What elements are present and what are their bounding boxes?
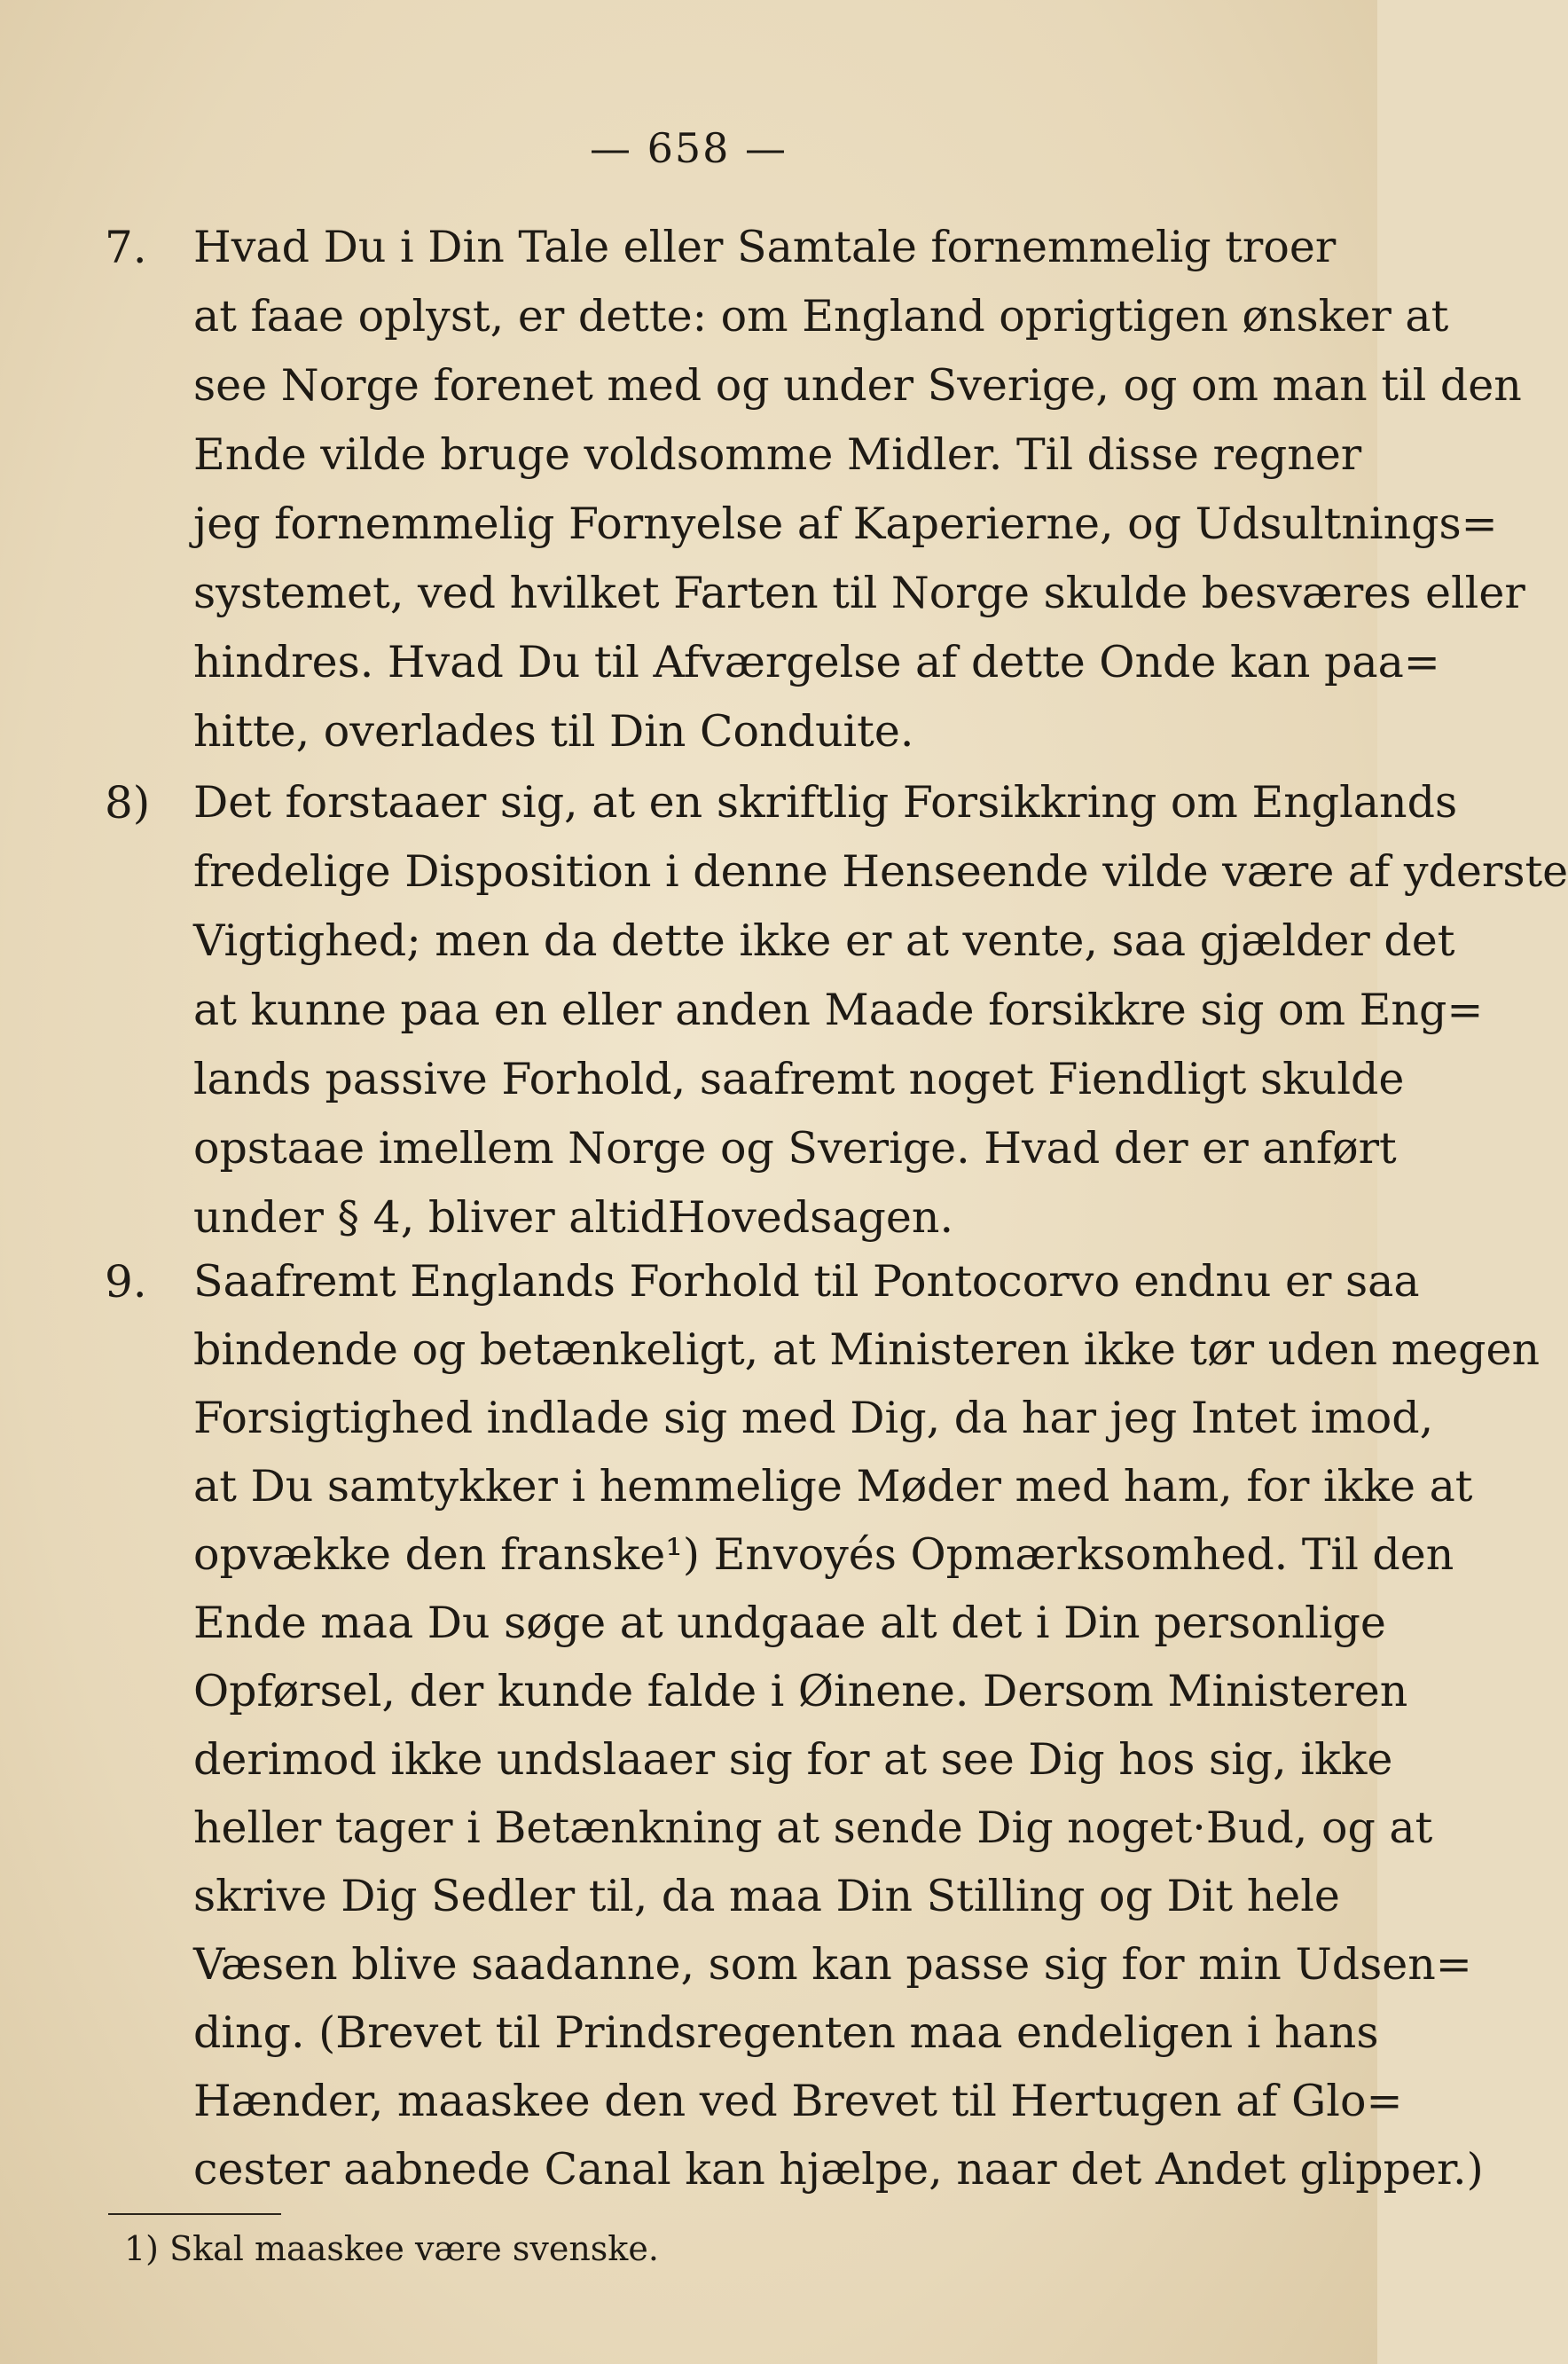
text-line: Hænder, maaskee den ved Brevet til Hertugen af Glo= — [193, 2076, 1403, 2126]
text-line: Væsen blive saadanne, som kan passe sig for min Udsen= — [193, 1939, 1472, 1990]
text-line: skrive Dig Sedler til, da maa Din Stilling og Dit hele — [193, 1871, 1340, 1921]
text-line: fredelige Disposition i denne Henseende vilde være af yderste — [193, 846, 1568, 897]
text-line: Ende vilde bruge voldsomme Midler. Til disse regner — [193, 429, 1362, 480]
text-line: at kunne paa en eller anden Maade forsikkre sig om Eng= — [193, 985, 1484, 1035]
text-line: Opførsel, der kunde falde i Øinene. Dersom Ministeren — [193, 1666, 1408, 1716]
text-line: Saafremt Englands Forhold til Pontocorvo endnu er saa — [193, 1256, 1420, 1307]
text-line: systemet, ved hvilket Farten til Norge skulde besværes eller — [193, 568, 1525, 618]
text-line: see Norge forenet med og under Sverige, og om man til den — [193, 360, 1522, 411]
text-line: at Du samtykker i hemmelige Møder med ham, for ikke at — [193, 1461, 1473, 1512]
text-line: lands passive Forhold, saafremt noget Fiendligt skulde — [193, 1054, 1405, 1104]
text-line: jeg fornemmelig Fornyelse af Kaperierne, og Udsultnings= — [193, 499, 1498, 549]
text-line: opstaae imellem Norge og Sverige. Hvad der er anført — [193, 1123, 1397, 1174]
text-line: Det forstaaer sig, at en skriftlig Forsikkring om Englands — [193, 777, 1458, 828]
text-line: ding. (Brevet til Prindsregenten maa endeligen i hans — [193, 2007, 1379, 2058]
text-line: Forsigtighed indlade sig med Dig, da har jeg Intet imod, — [193, 1393, 1434, 1443]
item-number: 8) — [105, 777, 151, 829]
text-line: at faae oplyst, er dette: om England oprigtigen ønsker at — [193, 291, 1449, 342]
text-line: heller tager i Betænkning at sende Dig noget·Bud, og at — [193, 1802, 1433, 1853]
text-line: Ende maa Du søge at undgaae alt det i Din personlige — [193, 1598, 1386, 1648]
text-line: hindres. Hvad Du til Afværgelse af dette Onde kan paa= — [193, 637, 1440, 687]
item-number: 9. — [105, 1256, 147, 1308]
item-number: 7. — [105, 222, 147, 273]
text-line: under § 4, bliver altidHovedsagen. — [193, 1192, 954, 1243]
text-line: derimod ikke undslaaer sig for at see Dig hos sig, ikke — [193, 1734, 1393, 1785]
text-line: Vigtighed; men da dette ikke er at vente, saa gjælder det — [193, 915, 1455, 966]
page-number: — 658 — — [589, 124, 788, 172]
text-line: hitte, overlades til Din Conduite. — [193, 706, 914, 757]
text-line: Hvad Du i Din Tale eller Samtale fornemmelig troer — [193, 222, 1337, 272]
footnote: 1) Skal maaskee være svenske. — [124, 2229, 659, 2268]
text-line: opvække den franske¹) Envoyés Opmærksomhed. Til den — [193, 1529, 1454, 1580]
text-line: bindende og betænkeligt, at Ministeren ikke tør uden megen — [193, 1324, 1541, 1375]
footnote-rule — [108, 2213, 281, 2215]
text-line: cester aabnede Canal kan hjælpe, naar det Andet glipper.) — [193, 2144, 1484, 2195]
